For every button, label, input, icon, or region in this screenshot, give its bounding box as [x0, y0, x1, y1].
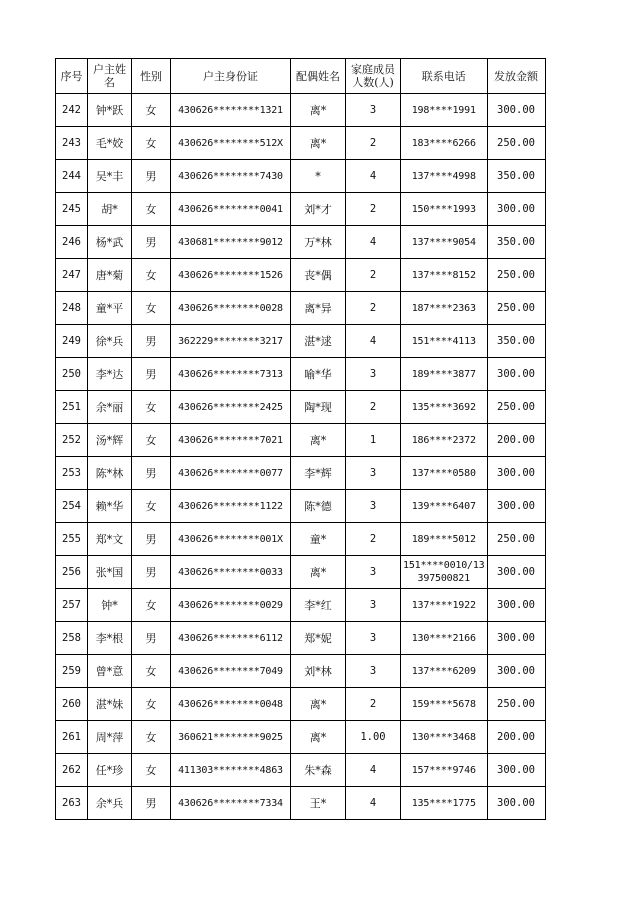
cell-seq: 262 — [56, 754, 88, 787]
cell-amount: 300.00 — [487, 655, 545, 688]
cell-owner: 钟*跃 — [88, 94, 132, 127]
cell-phone: 130****3468 — [401, 721, 488, 754]
cell-gender: 女 — [132, 721, 171, 754]
cell-amount: 350.00 — [487, 160, 545, 193]
cell-spouse: 离* — [291, 688, 346, 721]
cell-gender: 女 — [132, 655, 171, 688]
cell-amount: 200.00 — [487, 424, 545, 457]
cell-amount: 250.00 — [487, 127, 545, 160]
cell-seq: 257 — [56, 589, 88, 622]
cell-amount: 300.00 — [487, 787, 545, 820]
table-row — [56, 688, 546, 721]
cell-amount: 250.00 — [487, 391, 545, 424]
cell-id-number: 430626********7313 — [171, 358, 291, 391]
cell-spouse: 刘*林 — [291, 655, 346, 688]
cell-phone: 137****8152 — [401, 259, 488, 292]
cell-amount: 250.00 — [487, 523, 545, 556]
cell-amount: 250.00 — [487, 688, 545, 721]
cell-members: 2 — [346, 292, 401, 325]
cell-phone: 137****4998 — [401, 160, 488, 193]
cell-phone: 186****2372 — [401, 424, 488, 457]
cell-phone: 198****1991 — [401, 94, 488, 127]
table-header-row — [56, 59, 546, 94]
cell-seq: 258 — [56, 622, 88, 655]
cell-members: 3 — [346, 556, 401, 589]
cell-spouse: 李*红 — [291, 589, 346, 622]
table-row — [56, 259, 546, 292]
header-amount: 发放金额 — [487, 59, 545, 94]
cell-id-number: 430626********0029 — [171, 589, 291, 622]
cell-seq: 244 — [56, 160, 88, 193]
table-row — [56, 589, 546, 622]
cell-owner: 李*达 — [88, 358, 132, 391]
cell-amount: 300.00 — [487, 94, 545, 127]
cell-amount: 300.00 — [487, 457, 545, 490]
cell-spouse: 万*林 — [291, 226, 346, 259]
header-owner: 户主姓名 — [88, 59, 132, 94]
cell-spouse: 朱*森 — [291, 754, 346, 787]
cell-id-number: 430626********001X — [171, 523, 291, 556]
cell-id-number: 360621********9025 — [171, 721, 291, 754]
cell-members: 3 — [346, 622, 401, 655]
cell-seq: 242 — [56, 94, 88, 127]
cell-owner: 陈*林 — [88, 457, 132, 490]
cell-id-number: 430626********7049 — [171, 655, 291, 688]
cell-seq: 253 — [56, 457, 88, 490]
cell-id-number: 430626********0077 — [171, 457, 291, 490]
cell-amount: 250.00 — [487, 259, 545, 292]
cell-owner: 汤*辉 — [88, 424, 132, 457]
cell-owner: 吴*丰 — [88, 160, 132, 193]
cell-spouse: 离* — [291, 127, 346, 160]
header-id: 户主身份证 — [171, 59, 291, 94]
table-row — [56, 424, 546, 457]
cell-spouse: 童* — [291, 523, 346, 556]
cell-spouse: 离*异 — [291, 292, 346, 325]
cell-spouse: 王* — [291, 787, 346, 820]
cell-seq: 261 — [56, 721, 88, 754]
cell-seq: 255 — [56, 523, 88, 556]
table-row — [56, 754, 546, 787]
cell-phone-line-1: 151****0010/13 — [403, 560, 485, 571]
cell-id-number: 430626********0033 — [171, 556, 291, 589]
cell-seq: 248 — [56, 292, 88, 325]
table-row — [56, 622, 546, 655]
cell-members: 2 — [346, 688, 401, 721]
cell-seq: 246 — [56, 226, 88, 259]
cell-gender: 男 — [132, 325, 171, 358]
cell-amount: 350.00 — [487, 226, 545, 259]
cell-amount: 250.00 — [487, 292, 545, 325]
cell-gender: 男 — [132, 457, 171, 490]
cell-owner: 余*丽 — [88, 391, 132, 424]
cell-id-number: 430626********1122 — [171, 490, 291, 523]
cell-members: 4 — [346, 226, 401, 259]
cell-members: 1 — [346, 424, 401, 457]
cell-phone: 137****1922 — [401, 589, 488, 622]
cell-owner: 胡* — [88, 193, 132, 226]
cell-amount: 200.00 — [487, 721, 545, 754]
subsidy-table-sheet — [55, 58, 546, 820]
cell-members: 2 — [346, 391, 401, 424]
cell-gender: 男 — [132, 622, 171, 655]
cell-owner: 赖*华 — [88, 490, 132, 523]
cell-id-number: 430626********512X — [171, 127, 291, 160]
cell-owner: 钟* — [88, 589, 132, 622]
cell-phone: 157****9746 — [401, 754, 488, 787]
cell-gender: 女 — [132, 391, 171, 424]
header-members: 家庭成员人数(人) — [346, 59, 401, 94]
cell-spouse: 丧*偶 — [291, 259, 346, 292]
cell-owner: 郑*文 — [88, 523, 132, 556]
cell-spouse: 离* — [291, 721, 346, 754]
cell-gender: 女 — [132, 490, 171, 523]
cell-seq: 259 — [56, 655, 88, 688]
cell-phone: 139****6407 — [401, 490, 488, 523]
cell-members: 2 — [346, 259, 401, 292]
cell-gender: 男 — [132, 556, 171, 589]
cell-gender: 女 — [132, 754, 171, 787]
table-row — [56, 787, 546, 820]
cell-amount: 300.00 — [487, 358, 545, 391]
cell-id-number: 430626********1526 — [171, 259, 291, 292]
cell-members: 4 — [346, 754, 401, 787]
cell-owner: 余*兵 — [88, 787, 132, 820]
cell-spouse: 喻*华 — [291, 358, 346, 391]
cell-phone: 183****6266 — [401, 127, 488, 160]
cell-gender: 男 — [132, 226, 171, 259]
cell-gender: 男 — [132, 160, 171, 193]
cell-owner: 李*根 — [88, 622, 132, 655]
cell-spouse: 湛*逑 — [291, 325, 346, 358]
cell-members: 3 — [346, 655, 401, 688]
cell-members: 4 — [346, 325, 401, 358]
cell-amount: 350.00 — [487, 325, 545, 358]
table-row — [56, 160, 546, 193]
table-row — [56, 556, 546, 589]
cell-spouse: 李*辉 — [291, 457, 346, 490]
cell-phone: 187****2363 — [401, 292, 488, 325]
cell-owner: 唐*菊 — [88, 259, 132, 292]
cell-members: 3 — [346, 589, 401, 622]
cell-owner: 杨*武 — [88, 226, 132, 259]
cell-seq: 250 — [56, 358, 88, 391]
cell-phone: 189****5012 — [401, 523, 488, 556]
header-spouse: 配偶姓名 — [291, 59, 346, 94]
cell-owner: 童*平 — [88, 292, 132, 325]
table-row — [56, 226, 546, 259]
cell-id-number: 430626********7430 — [171, 160, 291, 193]
table-row — [56, 292, 546, 325]
table-row — [56, 193, 546, 226]
table-row — [56, 721, 546, 754]
cell-phone: 130****2166 — [401, 622, 488, 655]
table-row — [56, 655, 546, 688]
cell-members: 4 — [346, 787, 401, 820]
cell-gender: 女 — [132, 424, 171, 457]
cell-gender: 男 — [132, 358, 171, 391]
cell-gender: 男 — [132, 787, 171, 820]
cell-spouse: * — [291, 160, 346, 193]
cell-spouse: 离* — [291, 556, 346, 589]
cell-gender: 女 — [132, 94, 171, 127]
cell-gender: 女 — [132, 259, 171, 292]
cell-phone-line-2: 397500821 — [417, 573, 470, 584]
cell-gender: 女 — [132, 688, 171, 721]
cell-gender: 女 — [132, 292, 171, 325]
cell-members: 2 — [346, 523, 401, 556]
cell-phone — [401, 556, 488, 589]
table-row — [56, 490, 546, 523]
cell-members: 3 — [346, 490, 401, 523]
cell-owner: 徐*兵 — [88, 325, 132, 358]
cell-members: 2 — [346, 193, 401, 226]
cell-owner: 张*国 — [88, 556, 132, 589]
cell-seq: 249 — [56, 325, 88, 358]
cell-seq: 256 — [56, 556, 88, 589]
cell-members: 4 — [346, 160, 401, 193]
cell-gender: 男 — [132, 523, 171, 556]
cell-amount: 300.00 — [487, 193, 545, 226]
cell-id-number: 430626********7334 — [171, 787, 291, 820]
cell-gender: 女 — [132, 589, 171, 622]
cell-phone: 150****1993 — [401, 193, 488, 226]
cell-spouse: 陶*现 — [291, 391, 346, 424]
cell-owner: 湛*妹 — [88, 688, 132, 721]
table-row — [56, 358, 546, 391]
cell-owner: 毛*姣 — [88, 127, 132, 160]
cell-id-number: 430626********0041 — [171, 193, 291, 226]
table-row — [56, 94, 546, 127]
cell-spouse: 离* — [291, 424, 346, 457]
cell-id-number: 430626********0028 — [171, 292, 291, 325]
cell-spouse: 离* — [291, 94, 346, 127]
header-gender: 性别 — [132, 59, 171, 94]
table-row — [56, 523, 546, 556]
cell-phone: 151****4113 — [401, 325, 488, 358]
cell-amount: 300.00 — [487, 556, 545, 589]
subsidy-table — [55, 58, 546, 820]
header-seq: 序号 — [56, 59, 88, 94]
cell-gender: 女 — [132, 193, 171, 226]
cell-gender: 女 — [132, 127, 171, 160]
cell-amount: 300.00 — [487, 622, 545, 655]
cell-amount: 300.00 — [487, 589, 545, 622]
cell-id-number: 430626********0048 — [171, 688, 291, 721]
cell-members: 3 — [346, 457, 401, 490]
cell-id-number: 362229********3217 — [171, 325, 291, 358]
table-row — [56, 325, 546, 358]
cell-id-number: 411303********4863 — [171, 754, 291, 787]
cell-id-number: 430681********9012 — [171, 226, 291, 259]
cell-owner: 任*珍 — [88, 754, 132, 787]
cell-seq: 263 — [56, 787, 88, 820]
cell-seq: 243 — [56, 127, 88, 160]
table-row — [56, 457, 546, 490]
cell-seq: 245 — [56, 193, 88, 226]
cell-id-number: 430626********7021 — [171, 424, 291, 457]
cell-members: 3 — [346, 358, 401, 391]
cell-phone: 137****0580 — [401, 457, 488, 490]
cell-phone: 189****3877 — [401, 358, 488, 391]
cell-phone: 135****3692 — [401, 391, 488, 424]
cell-spouse: 郑*妮 — [291, 622, 346, 655]
table-row — [56, 127, 546, 160]
cell-seq: 260 — [56, 688, 88, 721]
cell-amount: 300.00 — [487, 754, 545, 787]
cell-spouse: 刘*才 — [291, 193, 346, 226]
cell-seq: 247 — [56, 259, 88, 292]
cell-owner: 周*萍 — [88, 721, 132, 754]
cell-phone: 135****1775 — [401, 787, 488, 820]
cell-members: 3 — [346, 94, 401, 127]
cell-phone: 159****5678 — [401, 688, 488, 721]
table-row — [56, 391, 546, 424]
cell-phone: 137****6209 — [401, 655, 488, 688]
cell-members: 2 — [346, 127, 401, 160]
cell-id-number: 430626********1321 — [171, 94, 291, 127]
cell-id-number: 430626********2425 — [171, 391, 291, 424]
cell-seq: 254 — [56, 490, 88, 523]
cell-owner: 曾*意 — [88, 655, 132, 688]
cell-seq: 252 — [56, 424, 88, 457]
cell-spouse: 陈*德 — [291, 490, 346, 523]
cell-seq: 251 — [56, 391, 88, 424]
cell-amount: 300.00 — [487, 490, 545, 523]
cell-id-number: 430626********6112 — [171, 622, 291, 655]
cell-members: 1.00 — [346, 721, 401, 754]
header-phone: 联系电话 — [401, 59, 488, 94]
cell-phone: 137****9054 — [401, 226, 488, 259]
